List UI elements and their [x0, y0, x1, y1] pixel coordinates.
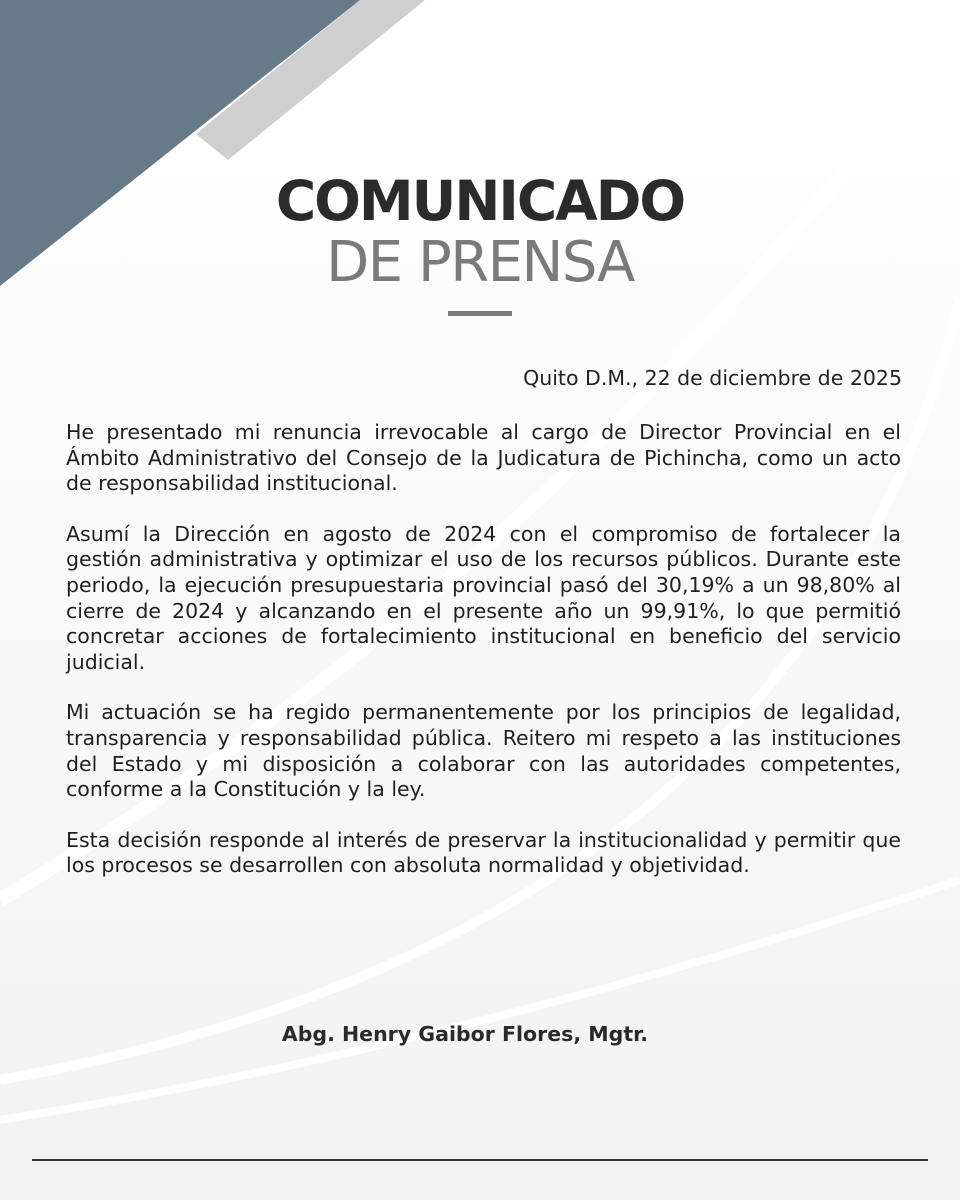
page-subtitle: DE PRENSA [326, 230, 634, 295]
footer-divider [32, 1159, 928, 1161]
paragraph-management-results: Asumí la Dirección en agosto de 2024 con el compromiso de fortalecer la gestión administrativa y optimizar el uso de los recursos públicos. Durante este periodo, la ejecución presupuestaria provincial pasó del 30,19% a un 98,80% al cierre de 2024 y alcanzando en el presente año un 99,91%, lo que permitió concretar acciones de fortalecimiento institucional en beneficio del servicio judicial. [66, 521, 901, 674]
paragraph-principles: Mi actuación se ha regido permanentemente por los principios de legalidad, transparencia y responsabilidad pública. Reitero mi respeto a las instituciones del Estado y mi disposición a colaborar con las autoridades competentes, conforme a la Constitución y la ley. [66, 700, 901, 802]
signature: Abg. Henry Gaibor Flores, Mgtr. [281, 1022, 649, 1046]
paragraph-resignation: He presentado mi renuncia irrevocable al cargo de Director Provincial en el Ámbito Administrativo del Consejo de la Judicatura de Pichincha, como un acto de responsabilidad institucional. [66, 420, 901, 496]
statement-body [66, 420, 901, 904]
paragraph-decision: Esta decisión responde al interés de preservar la institucionalidad y permitir que los procesos se desarrollen con absoluta normalidad y objetividad. [66, 827, 901, 878]
dateline: Quito D.M., 22 de diciembre de 2025 [523, 366, 902, 390]
title-divider [448, 311, 512, 316]
page-title: COMUNICADO [275, 169, 685, 233]
